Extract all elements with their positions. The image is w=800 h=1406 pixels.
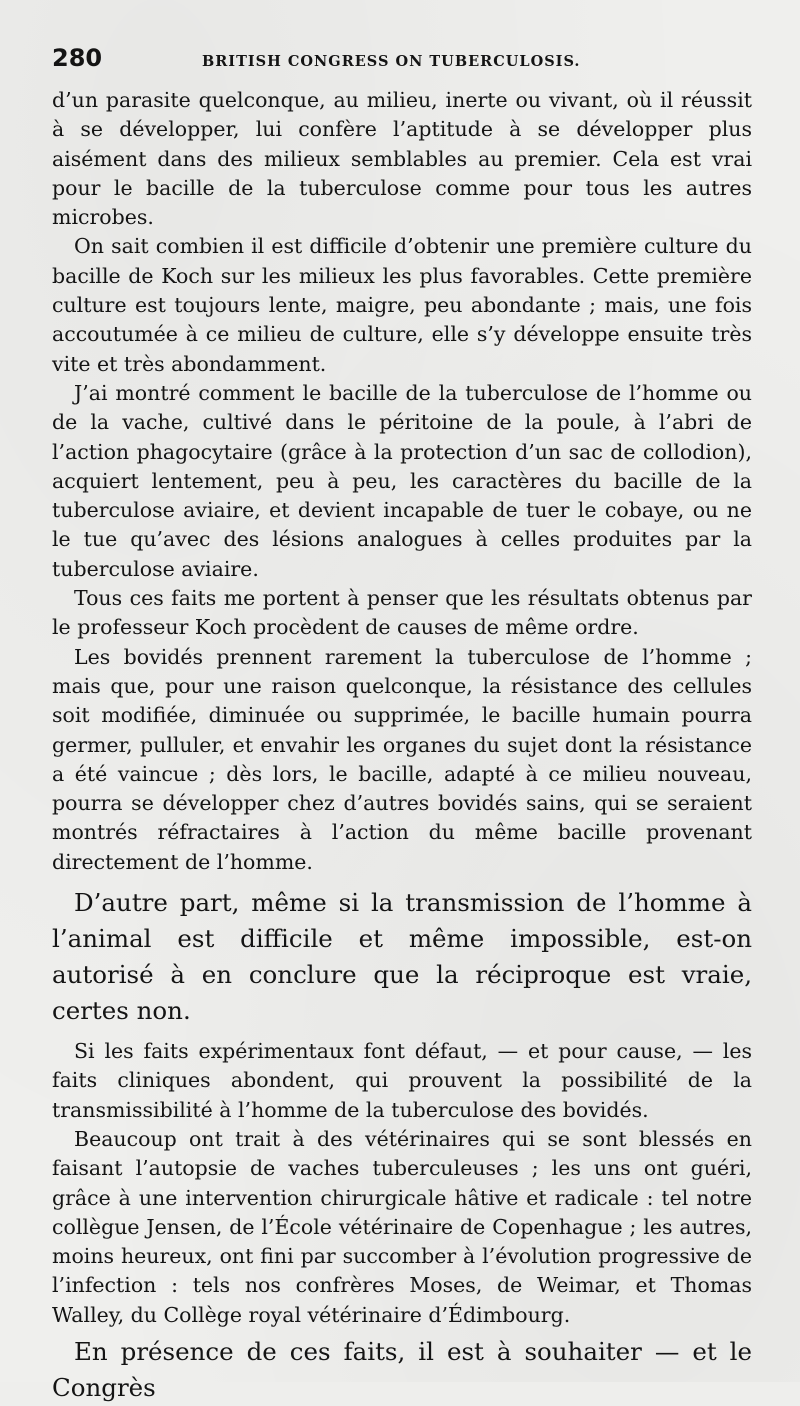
paragraph-4: Tous ces faits me portent à penser que les résultats obtenus par le professeur Koch procèdent de causes de même ordre. (52, 586, 752, 640)
page-header (52, 44, 752, 80)
paragraph-9: En présence de ces faits, il est à souhaiter — et le Congrès (52, 1336, 752, 1402)
paragraph-7: Si les faits expérimentaux font défaut, — et pour cause, — les faits cliniques abondent, qui prouvent la possibilité de la transmissibilité à l’homme de la tuberculose des bovidés. (52, 1039, 752, 1122)
paragraph-8: Beaucoup ont trait à des vétérinaires qui se sont blessés en faisant l’autopsie de vaches tuberculeuses ; les uns ont guéri, grâce à une intervention chirurgicale hâtive et radicale : tel notre collègue Jensen, de l’École vétérinaire de Copenhague ; les autres, moins heureux, ont fini par succomber à l’évolution progressive de l’infection : tels nos confrères Moses, de Weimar, et Thomas Walley, du Collège royal vétérinaire d’Édimbourg. (52, 1126, 752, 1327)
page-number: 280 (52, 44, 103, 72)
running-title: BRITISH CONGRESS ON TUBERCULOSIS. (202, 53, 581, 70)
body-text (52, 86, 752, 1406)
paragraph-2: On sait combien il est difficile d’obtenir une première culture du bacille de Koch sur les milieux les plus favorables. Cette première culture est toujours lente, maigre, peu abondante ; mais, une fois accoutumée à ce milieu de culture, elle s’y développe ensuite très vite et très abondamment. (52, 234, 752, 376)
paragraph-1: d’un parasite quelconque, au milieu, inerte ou vivant, où il réussit à se développer, lui confère l’aptitude à se développer plus aisément dans des milieux semblables au premier. Cela est vrai pour le bacille de la tuberculose comme pour tous les autres microbes. (52, 88, 752, 230)
paragraph-5: Les bovidés prennent rarement la tuberculose de l’homme ; mais que, pour une raison quelconque, la résistance des cellules soit modifiée, diminuée ou supprimée, le bacille humain pourra germer, pulluler, et envahir les organes du sujet dont la résistance a été vaincue ; dès lors, le bacille, adapté à ce milieu nouveau, pourra se développer chez d’autres bovidés sains, qui se seraient montrés réfractaires à l’action du même bacille provenant directement de l’homme. (52, 644, 752, 874)
paragraph-6: D’autre part, même si la transmission de l’homme à l’animal est difficile et même impossible, est-on autorisé à en conclure que la réciproque est vraie, certes non. (52, 888, 752, 1026)
paragraph-3: J’ai montré comment le bacille de la tuberculose de l’homme ou de la vache, cultivé dans le péritoine de la poule, à l’abri de l’action phagocytaire (grâce à la protection d’un sac de collodion), acquiert lentement, peu à peu, les caractères du bacille de la tuberculose aviaire, et devient incapable de tuer le cobaye, ou ne le tue qu’avec des lésions analogues à celles produites par la tuberculose aviaire. (52, 380, 752, 581)
